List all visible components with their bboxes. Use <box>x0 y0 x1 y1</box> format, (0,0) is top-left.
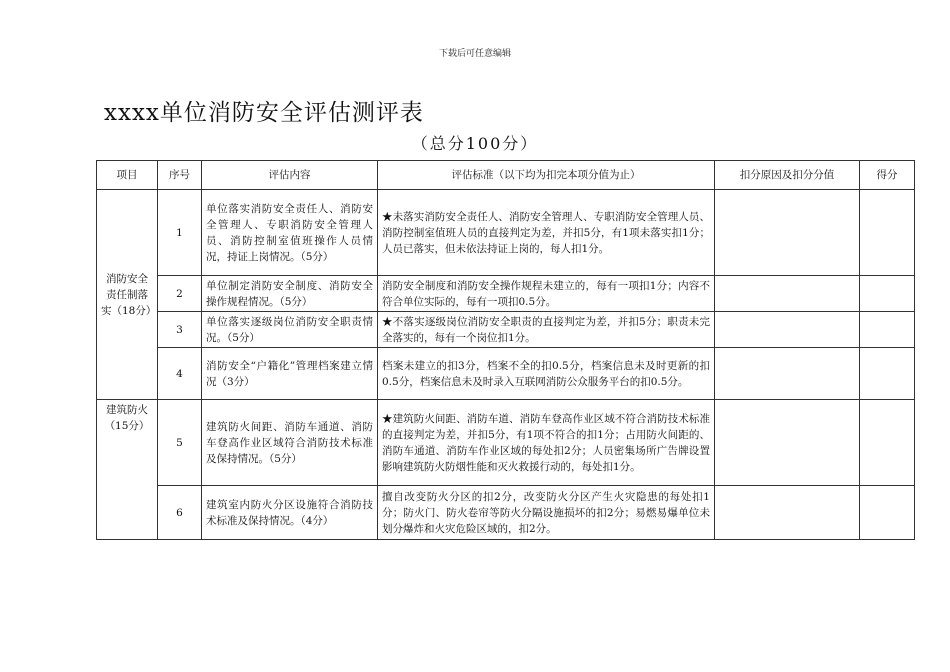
table-header-row <box>97 161 915 190</box>
document-title: xxxx单位消防安全评估测评表 <box>104 100 424 126</box>
table-row <box>97 486 915 540</box>
score-cell[interactable] <box>860 312 915 348</box>
seq-cell: 6 <box>158 486 202 540</box>
content-cell: 单位制定消防安全制度、消防安全操作规程情况。（5分） <box>202 276 378 312</box>
content-cell: 建筑室内防火分区设施符合消防技术标准及保持情况。（4分） <box>202 486 378 540</box>
deduction-reason-cell[interactable] <box>715 190 860 276</box>
header-item: 项目 <box>97 161 158 190</box>
standard-cell: 档案未建立的扣3分，档案不全的扣0.5分，档案信息未及时更新的扣0.5分，档案信息未及时录入互联网消防公众服务平台的扣0.5分。 <box>378 348 715 400</box>
table-row <box>97 348 915 400</box>
table-row <box>97 312 915 348</box>
deduction-reason-cell[interactable] <box>715 348 860 400</box>
deduction-reason-cell[interactable] <box>715 312 860 348</box>
content-cell: 建筑防火间距、消防车通道、消防车登高作业区域符合消防技术标准及保持情况。（5分） <box>202 400 378 486</box>
standard-cell: ★未落实消防安全责任人、消防安全管理人、专职消防安全管理人员、消防控制室值班人员的直接判定为差，并扣5分，有1项未落实扣1分；人员已落实，但未依法持证上岗的，每人扣1分。 <box>378 190 715 276</box>
content-cell: 单位落实逐级岗位消防安全职责情况。（5分） <box>202 312 378 348</box>
score-cell[interactable] <box>860 400 915 486</box>
table-row <box>97 400 915 486</box>
seq-cell: 5 <box>158 400 202 486</box>
deduction-reason-cell[interactable] <box>715 486 860 540</box>
header-note: 下载后可任意编辑 <box>438 49 511 59</box>
score-cell[interactable] <box>860 348 915 400</box>
category-cell: 建筑防火（15分） <box>97 400 158 540</box>
evaluation-table <box>96 160 915 540</box>
header-score: 得分 <box>860 161 915 190</box>
header-standard: 评估标准（以下均为扣完本项分值为止） <box>378 161 715 190</box>
standard-cell: 消防安全制度和消防安全操作规程未建立的，每有一项扣1分；内容不符合单位实际的，每有一项扣0.5分。 <box>378 276 715 312</box>
score-cell[interactable] <box>860 486 915 540</box>
category-cell: 消防安全责任制落实（18分） <box>97 190 158 400</box>
seq-cell: 3 <box>158 312 202 348</box>
seq-cell: 4 <box>158 348 202 400</box>
score-cell[interactable] <box>860 190 915 276</box>
standard-cell: 擅自改变防火分区的扣2分，改变防火分区产生火灾隐患的每处扣1分；防火门、防火卷帘等防火分隔设施损坏的扣2分；易燃易爆单位未划分爆炸和火灾危险区域的，扣2分。 <box>378 486 715 540</box>
standard-cell: ★建筑防火间距、消防车道、消防车登高作业区域不符合消防技术标准的直接判定为差，并扣5分，有1项不符合的扣1分；占用防火间距的、消防车通道、消防车作业区域的每处扣2分；人员密集场所广告牌设置影响建筑防火防烟性能和灭火救援行动的，每处扣1分。 <box>378 400 715 486</box>
document-subtitle: （总分100分） <box>411 134 539 153</box>
header-deduction-reason: 扣分原因及扣分分值 <box>715 161 860 190</box>
seq-cell: 2 <box>158 276 202 312</box>
deduction-reason-cell[interactable] <box>715 400 860 486</box>
content-cell: 单位落实消防安全责任人、消防安全管理人、专职消防安全管理人员、消防控制室值班操作人员情况，持证上岗情况。（5分） <box>202 190 378 276</box>
table-row <box>97 276 915 312</box>
standard-cell: ★不落实逐级岗位消防安全职责的直接判定为差，并扣5分；职责未完全落实的，每有一个岗位扣1分。 <box>378 312 715 348</box>
deduction-reason-cell[interactable] <box>715 276 860 312</box>
table-row <box>97 190 915 276</box>
seq-cell: 1 <box>158 190 202 276</box>
header-content: 评估内容 <box>202 161 378 190</box>
header-seq: 序号 <box>158 161 202 190</box>
content-cell: 消防安全“户籍化”管理档案建立情况（3分） <box>202 348 378 400</box>
score-cell[interactable] <box>860 276 915 312</box>
